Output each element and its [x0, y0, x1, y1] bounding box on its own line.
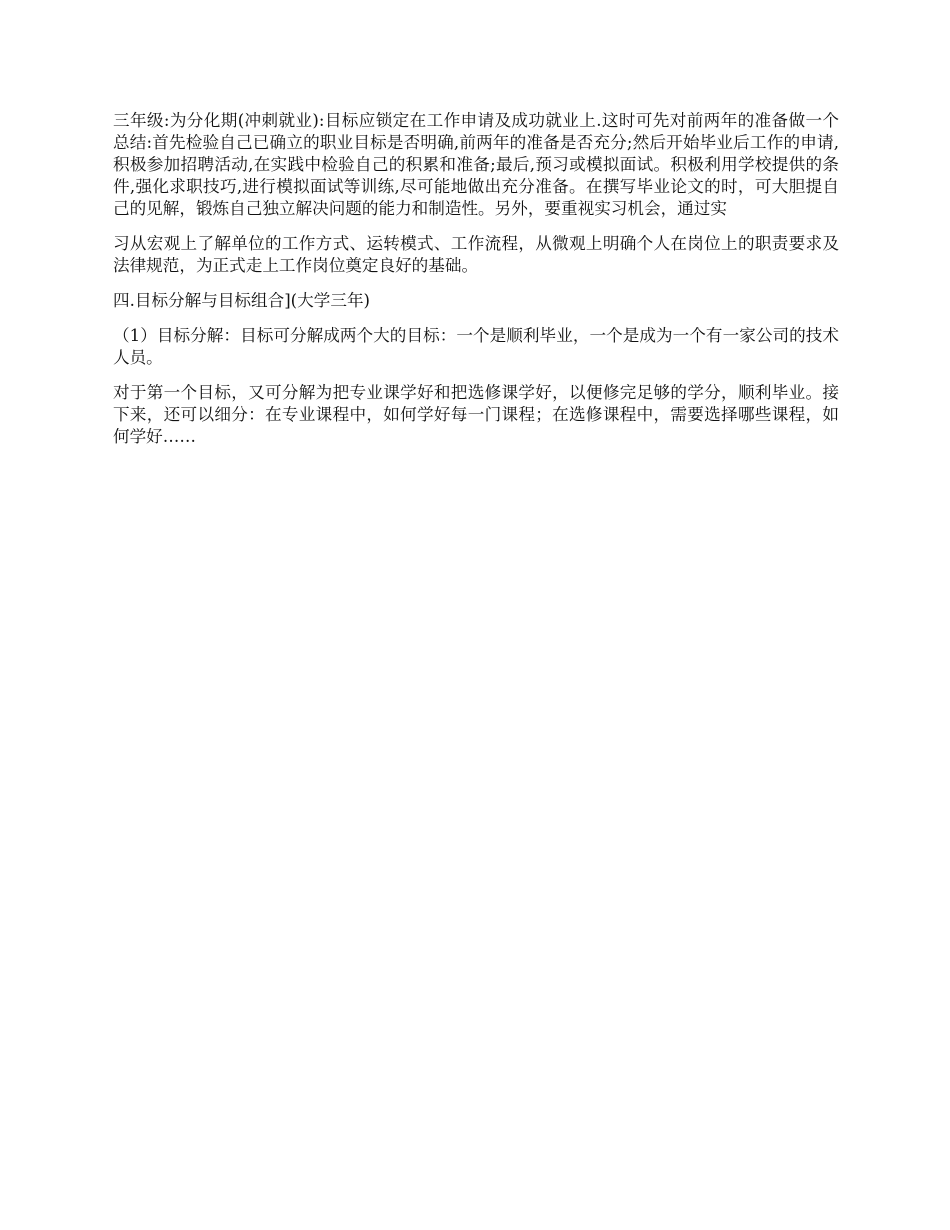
paragraph-internship: 习从宏观上了解单位的工作方式、运转模式、工作流程，从微观上明确个人在岗位上的职责要求及法律规范，为正式走上工作岗位奠定良好的基础。	[113, 234, 839, 275]
paragraph-goal-decomposition: （1）目标分解：目标可分解成两个大的目标：一个是顺利毕业，一个是成为一个有一家公司的技术人员。	[113, 326, 839, 367]
paragraph-first-goal-detail: 对于第一个目标，又可分解为把专业课学好和把选修课学好，以便修完足够的学分，顺利毕业。接下来，还可以细分：在专业课程中，如何学好每一门课程；在选修课程中，需要选择哪些课程，如何学好……	[113, 383, 839, 446]
document-page	[113, 110, 839, 461]
paragraph-year-three-plan: 三年级:为分化期(冲刺就业):目标应锁定在工作申请及成功就业上.这时可先对前两年的准备做一个总结:首先检验自己已确立的职业目标是否明确,前两年的准备是否充分;然后开始毕业后工作的申请,积极参加招聘活动,在实践中检验自己的积累和准备;最后,预习或模拟面试。积极利用学校提供的条件,强化求职技巧,进行模拟面试等训练,尽可能地做出充分准备。在撰写毕业论文的时，可大胆提自己的见解，锻炼自己独立解决问题的能力和制造性。另外，要重视实习机会，通过实	[113, 111, 839, 218]
section-heading-goal-breakdown: 四.目标分解与目标组合](大学三年)	[113, 291, 371, 310]
